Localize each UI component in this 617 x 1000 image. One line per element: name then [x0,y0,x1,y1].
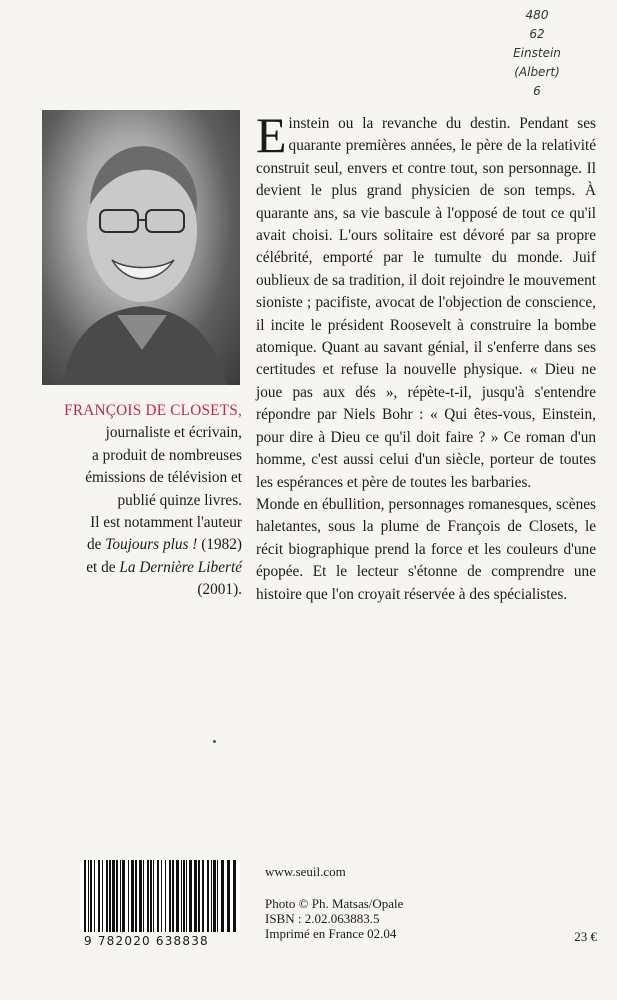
author-name: FRANÇOIS DE CLOSETS, [64,402,242,419]
book1-prefix: de [87,536,106,554]
handwritten-line: 480 [525,8,549,22]
book1-title: Toujours plus ! [105,536,198,554]
bio-line-book1 [42,534,242,556]
barcode [80,860,240,932]
author-bio [42,400,242,602]
dropcap: E [256,107,287,163]
publication-credits [265,896,403,941]
printed-info: Imprimé en France 02.04 [265,926,397,941]
handwritten-note [497,6,577,101]
bio-line: Il est notamment l'auteur [90,514,242,532]
bio-line: émissions de télévision et [85,469,242,487]
price: 23 € [574,929,597,944]
bio-line: journaliste et écrivain, [105,424,242,442]
photo-credit: Photo © Ph. Matsas/Opale [265,896,404,911]
summary-paragraph-2: Monde en ébullition, personnages romanesques, scènes haletantes, sous la plume de François de Closets, le récit biographique prend la force et les couleurs d'une épopée. Et le lecteur s'étonne de comprendre une histoire que l'on croyait réservée à des spécialistes. [256,495,596,603]
summary-paragraph-1-text: instein ou la revanche du destin. Pendant ses quarante premières années, le père de la relativité construit seul, envers et contre tout, son personnage. Il devient le plus grand physicien de son temps. À quarante ans, sa vie bascule à l'opposé de tout ce qu'il avait choisi. L'ours solitaire est dévoré par sa propre célébrité, emporté par le tumulte du monde. Juif oublieux de sa tradition, il doit rejoindre le mouvement sioniste ; pacifiste, avocat de l'objection de conscience, il incite le président Roosevelt à construire la bombe atomique. Quant au savant génial, il s'enferre dans ses certitudes et refuse la nouvelle physique. « Dieu ne joue pas aux dés », répète-t-il, jusqu'à s'entendre répondre par Niels Bohr : « Qui êtes-vous, Einstein, pour dire à Dieu ce qu'il doit faire ? » Ce roman d'un homme, c'est aussi celui d'un siècle, porteur de toutes les espérances et père de toutes les barbaries. [256,115,596,491]
barcode-digits: 9 782020 638838 [84,934,209,948]
book-summary [256,107,596,606]
bio-line: a produit de nombreuses [92,446,242,464]
barcode-bars [80,860,240,932]
handwritten-line: Einstein [513,46,561,60]
website-link[interactable]: www.seuil.com [265,864,346,879]
handwritten-line: 6 [533,84,541,98]
author-photo [42,110,240,385]
bio-line-book2 [42,557,242,579]
handwritten-line: (Albert) [514,65,560,79]
author-portrait-illustration [42,110,240,385]
book2-title: La Dernière Liberté [119,558,242,576]
book1-year: (1982) [197,536,242,554]
summary-paragraph-1 [256,107,596,494]
book2-year: (2001). [197,581,242,599]
book2-prefix: et de [86,558,120,576]
handwritten-line: 62 [529,27,545,41]
stray-dot [213,740,216,743]
isbn: ISBN : 2.02.063883.5 [265,911,380,926]
bio-line: publié quinze livres. [117,491,242,509]
